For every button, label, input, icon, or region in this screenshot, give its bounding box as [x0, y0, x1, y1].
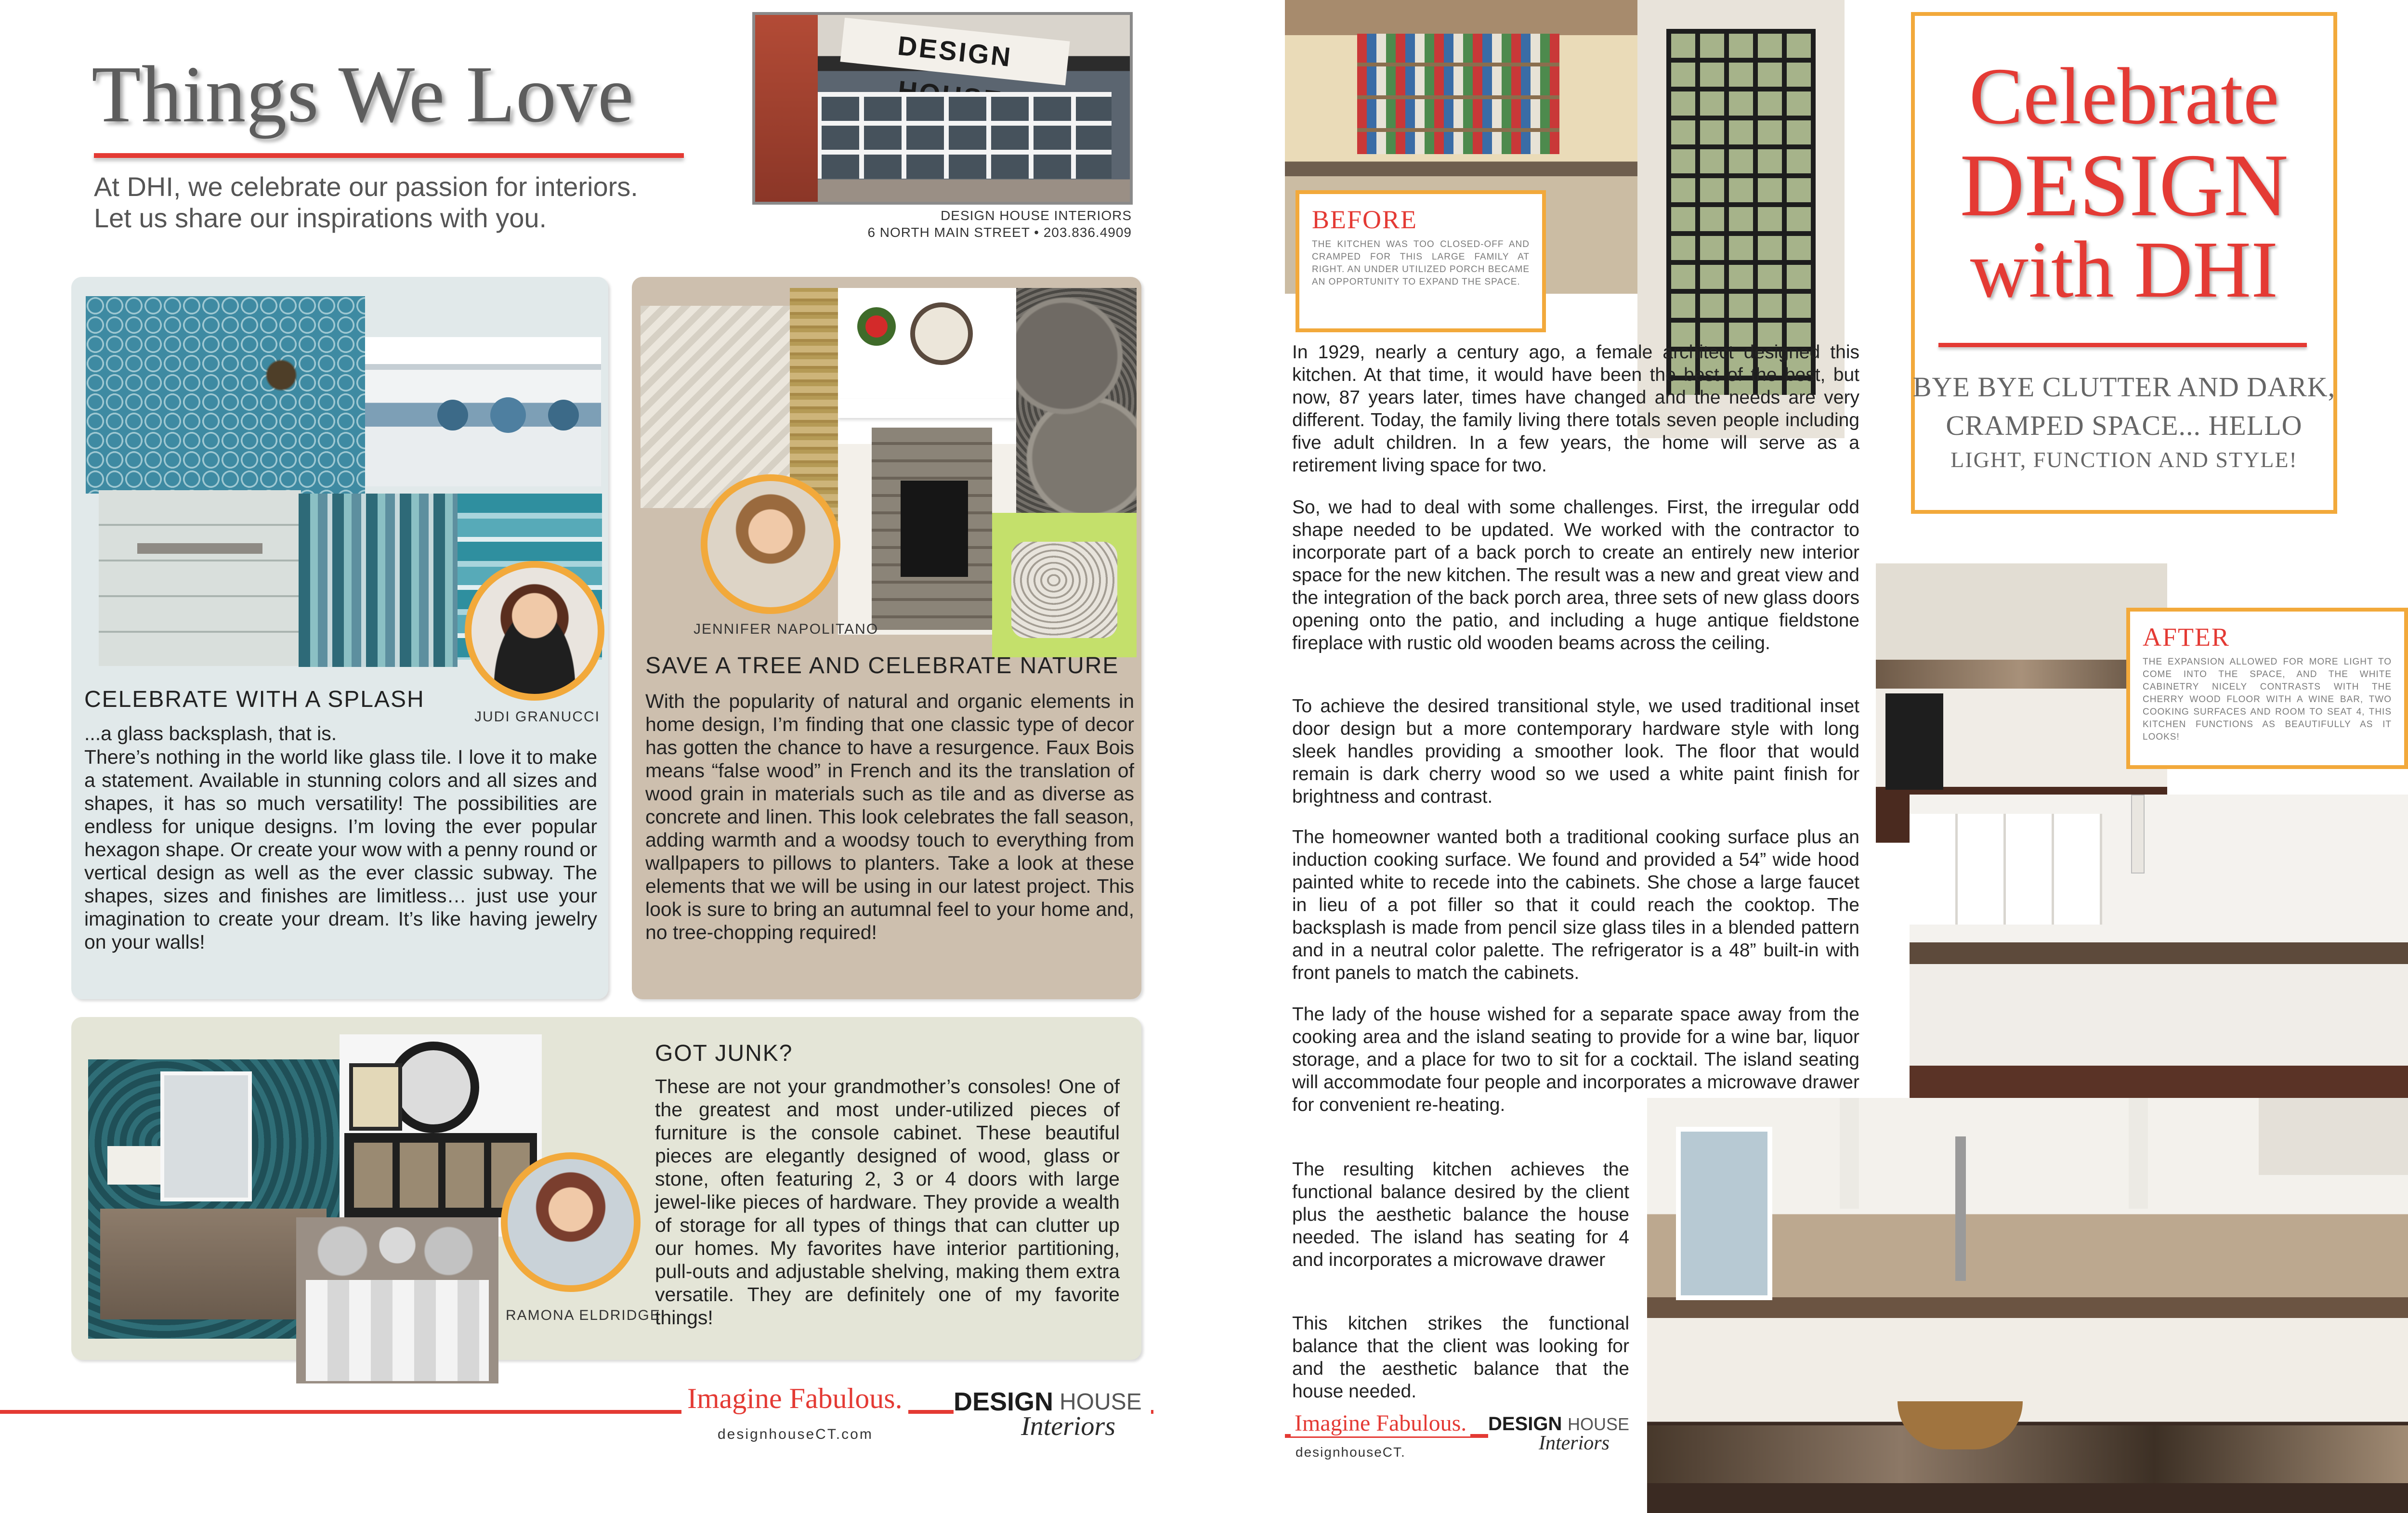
article-paragraph-1: In 1929, nearly a century ago, a female architect designed this kitchen. At that time, it would have been the best of the best, but now, 87 years later, times have changed and the needs are very different. Today, the family living there totals seven people including five adult children. In a few years, the home will serve as a retirement living space for two. — [1292, 342, 1859, 476]
right-footer-logo — [1488, 1413, 1637, 1457]
firebox — [901, 481, 968, 577]
vertical-tile-photo — [299, 494, 458, 667]
pillow-photo — [992, 513, 1137, 657]
store-windows — [774, 92, 1112, 179]
store-caption-2: 6 NORTH MAIN STREET • 203.836.4909 — [867, 225, 1132, 240]
splash-heading: CELEBRATE WITH A SPLASH — [84, 687, 425, 712]
junk-body: These are not your grandmother’s consoles! One of the greatest and most under-utilized pieces of furniture is the console cabinet. These beautiful pieces are elegantly designed of wood, glass or stone, often featuring 2, 3 or 4 doors with large jewel-like pieces of hardware. They provide a wealth of storage for all types of things that can clutter up our homes. My favorites have interior partitioning, pull-outs and adjustable shelving, making them extra versatile. They are definitely one of my favorite things! — [655, 1075, 1120, 1329]
right-footer-tagline: Imagine Fabulous. — [1291, 1410, 1470, 1436]
mirror-door-1 — [354, 1143, 393, 1208]
store-awning — [755, 15, 818, 203]
mirror-door-3 — [445, 1143, 484, 1208]
article-paragraph-3: To achieve the desired transitional style, we used traditional inset door design but a more contemporary hardware style with long sleek handles providing a smoother look. The floor that would remain is dark cherry wood so we used a white paint finish for brightness and contrast. — [1292, 696, 1859, 807]
lamp — [107, 1146, 160, 1185]
logo-house: HOUSE — [1060, 1389, 1142, 1415]
tree-person: JENNIFER NAPOLITANO — [694, 621, 879, 637]
window — [1676, 1127, 1772, 1300]
logo-design-right: DESIGN — [1488, 1413, 1562, 1435]
after-wide-kitchen-photo — [1647, 1098, 2408, 1513]
article-paragraph-2: So, we had to deal with some challenges. First, the irregular odd shape needed to be updated. We worked with the contractor to incorporate part of a back porch to create an entirely new interior space for the new kitchen. The result was a new and great view and the integration of the back porch area, three sets of new glass doors opening onto the patio, and including a huge antique fieldstone fireplace with rustic old wooden beams across the ceiling. — [1292, 497, 1859, 653]
console-table — [100, 1209, 327, 1319]
logo-house-right: HOUSE — [1568, 1414, 1630, 1434]
article-paragraph-5: The lady of the house wished for a separate space away from the cooking area and the island seating to provide for a wine bar, liquor storage, and a place for two to sit for a cocktail. The island seating will accommodate four people and incorporates a microwave drawer for convenient re-heating. — [1292, 1004, 1859, 1115]
headline-line-1: Celebrate — [1969, 52, 2279, 141]
wall-clock-icon — [910, 302, 973, 365]
white-cabinet — [306, 1280, 489, 1381]
ramona-eldridge-avatar — [501, 1152, 641, 1292]
tree-heading: SAVE A TREE AND CELEBRATE NATURE — [645, 653, 1119, 678]
subhead-line-3: LIGHT, FUNCTION AND STYLE! — [1950, 447, 2298, 472]
pendant-light-2 — [1840, 1098, 1859, 1209]
left-footer-tagline: Imagine Fabulous. — [681, 1382, 908, 1415]
granite-counter — [1876, 660, 2167, 689]
logo-interiors-right: Interiors — [1539, 1432, 1610, 1454]
fireplace-photo — [838, 288, 1016, 635]
tree-body: With the popularity of natural and organic elements in home design, I’m finding that one classic type of decor has gotten the chance to have a resurgence. Faux Bois means “false wood” in French and its the translation of wood grain in materials such as tile and as diverse as concrete and linen. This look celebrates the fall season, adding warmth and a woodsy touch to everything from wallpapers to pillows to planters. Take a look at these elements that we will be using in our latest project. This look is sure to bring an autumnal feel to your home and, no tree-chopping required! — [645, 690, 1134, 943]
circle-tile-photo — [365, 337, 601, 486]
article-paragraph-6: The resulting kitchen achieves the functional balance desired by the client plus the aesthetic balance the house needed. The island has seating for 4 and incorporates a microwave drawer — [1292, 1159, 1629, 1270]
judi-granucci-avatar — [465, 561, 604, 701]
mantel — [838, 399, 1016, 418]
right-footer-url: designhouseCT. — [1296, 1445, 1406, 1460]
porch-door — [1666, 29, 1816, 395]
wine-fridge — [1885, 693, 1943, 790]
hex-tile-photo — [86, 296, 365, 494]
subway-tile-photo — [99, 490, 301, 666]
store-front-photo — [752, 12, 1133, 205]
page-title: Things We Love — [92, 50, 634, 139]
splash-body: There’s nothing in the world like glass tile. I love it to make a statement. Available in stunning colors and all sizes and shapes, it has so much versatility! The possibilities are endless for unique designs. I’m loving the ever popular hexagon shape. Or create your wow with a penny round or vertical design as well as the ever classic subway. The shapes, sizes and finishes are limitless… just use your imagination to create your dream. It’s like having jewelry on your walls! — [84, 746, 597, 953]
store-sign-text: DESIGN — [896, 30, 1014, 73]
pendant-light-3 — [2129, 1098, 2148, 1209]
pendant-light-1 — [2131, 795, 2145, 874]
mirror-door-2 — [400, 1143, 438, 1208]
splash-person: JUDI GRANUCCI — [474, 709, 601, 725]
after-kitchen-photo — [1910, 795, 2408, 1103]
circle-tile-2 — [490, 397, 526, 433]
flowers — [857, 307, 896, 346]
headline-line-3: with DHI — [1970, 225, 2278, 314]
circle-tile-1 — [437, 400, 468, 430]
open-shelves — [1357, 34, 1559, 154]
framed-art — [349, 1063, 402, 1131]
silver-orbs — [306, 1222, 489, 1280]
island-counter — [1647, 1425, 2408, 1483]
circle-tile-3 — [548, 400, 579, 430]
store-caption-1: DESIGN HOUSE INTERIORS — [941, 208, 1132, 223]
jennifer-napolitano-avatar — [701, 474, 840, 614]
hood — [2259, 1098, 2408, 1175]
after-text: THE EXPANSION ALLOWED FOR MORE LIGHT TO COME INTO THE SPACE, AND THE WHITE CABINETRY NICELY CONTRASTS WITH THE CHERRY WOOD FLOOR WITH A WINE BAR, TWO COOKING SURFACES AND ROOM TO SEAT 4, THIS KITCHEN FUNCTIONS AS BEAUTIFULLY AS IT LOOKS! — [2143, 657, 2392, 742]
logo-design: DESIGN — [954, 1387, 1054, 1416]
intro-line-2: Let us share our inspirations with you. — [94, 203, 547, 233]
junk-person: RAMONA ELDRIDGE — [506, 1307, 661, 1323]
faux-bois-plates-photo — [1016, 288, 1137, 514]
article-paragraph-7: This kitchen strikes the functional balance that the client was looking for and the aesthetic balance that the house needed. — [1292, 1313, 1629, 1402]
art-print — [160, 1071, 252, 1201]
logo-interiors: Interiors — [1021, 1411, 1115, 1441]
before-label: BEFORE — [1312, 205, 1418, 234]
store-sign — [840, 18, 1070, 86]
subhead-line-1: BYE BYE CLUTTER AND DARK, — [1912, 371, 2336, 403]
title-underline — [94, 153, 684, 158]
after-label: AFTER — [2143, 623, 2230, 652]
subhead-line-2: CRAMPED SPACE... HELLO — [1946, 410, 2303, 441]
before-callout — [1296, 190, 1546, 332]
pot-filler — [137, 543, 262, 554]
junk-heading: GOT JUNK? — [655, 1041, 793, 1066]
left-footer-url: designhouseCT.com — [718, 1426, 873, 1442]
before-text: THE KITCHEN WAS TOO CLOSED-OFF AND CRAMPED FOR THIS LARGE FAMILY AT RIGHT. AN UNDER UTILIZED PORCH BECAME AN OPPORTUNITY TO EXPAND THE SPACE. — [1312, 239, 1530, 287]
white-console-photo — [296, 1217, 498, 1383]
upper-cabinets — [1910, 814, 2102, 925]
splash-lead: ...a glass backsplash, that is. — [84, 722, 337, 744]
headline-rule — [1938, 343, 2307, 347]
faux-bois-pillow — [1011, 542, 1117, 638]
intro-line-1: At DHI, we celebrate our passion for interiors. — [94, 171, 638, 202]
headline-line-2: DESIGN — [1960, 136, 2289, 235]
faucet — [1955, 1136, 1966, 1281]
left-footer-logo — [954, 1387, 1151, 1445]
article-paragraph-4: The homeowner wanted both a traditional cooking surface plus an induction cooking surface. We found and provided a 54” wide hood painted white to recede into the cabinets. She chose a large faucet in lieu of a pot filler so that it could reach the cooktop. The backsplash is made from pencil size glass tiles in a blended pattern and in a neutral color palette. The refrigerator is a 48” built-in with front panels to match the cabinets. — [1292, 827, 1859, 983]
after-callout — [2126, 608, 2408, 769]
